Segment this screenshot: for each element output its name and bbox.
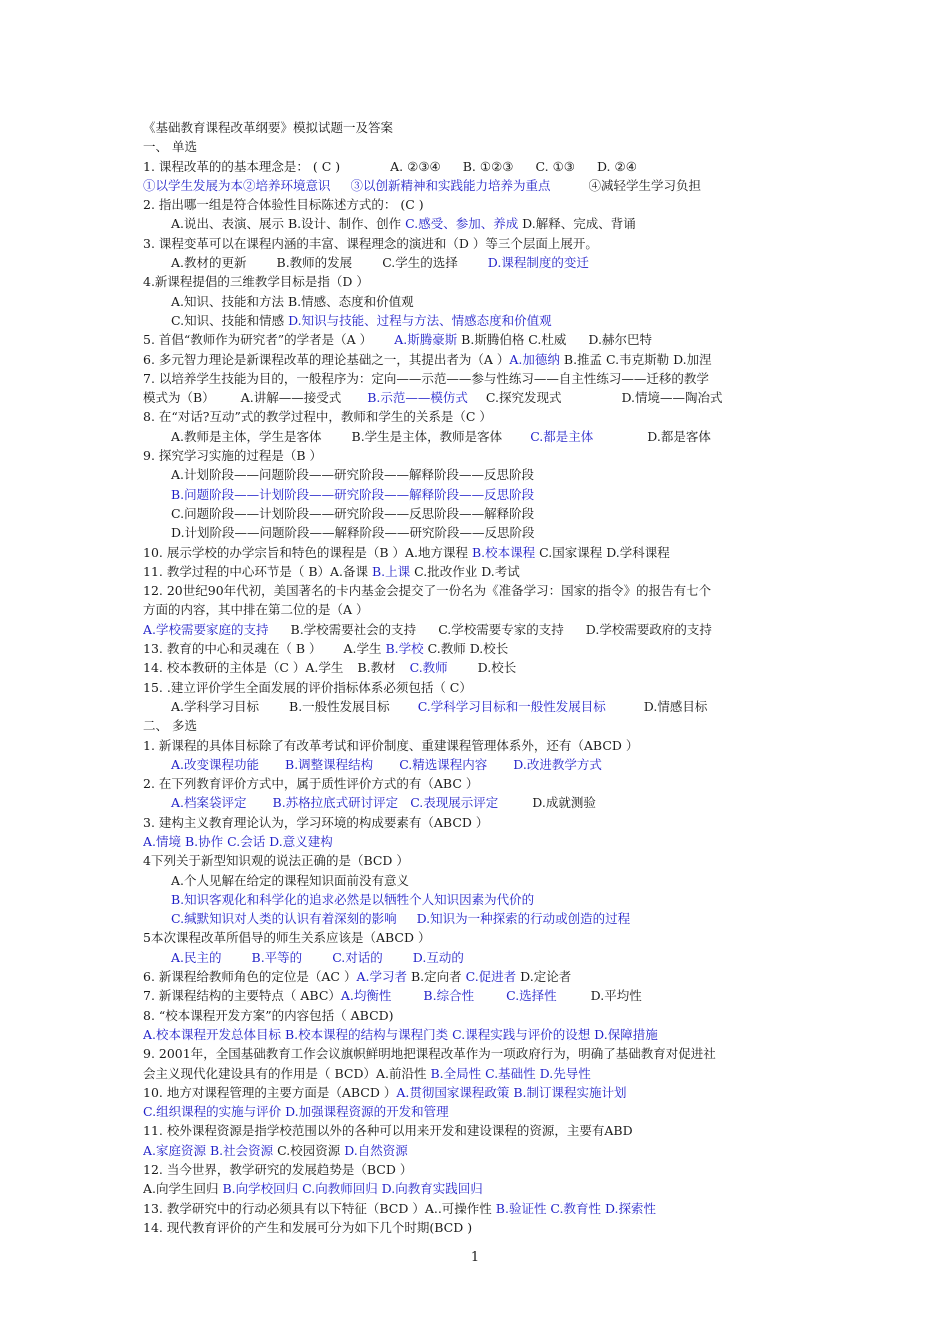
line-text: 2. 指出哪一组是符合体验性目标陈述方式的： (C ) xyxy=(143,197,424,213)
line-text: 7. 以培养学生技能为目的，一般程序为：定向——示范——参与性练习——自主性练习——迁移的教学 xyxy=(143,370,709,386)
line-text: 11. 校外课程资源是指学校范围以外的各种可以用来开发和建设课程的资源，主要有ABD xyxy=(143,1123,633,1139)
answer-text: B.综合性 xyxy=(423,988,475,1004)
answer-text: C.感受、参加、养成 xyxy=(405,216,519,232)
text-line xyxy=(143,716,823,735)
text-line xyxy=(143,369,823,388)
text-line xyxy=(143,1160,823,1179)
answer-text: C.缄默知识对人类的认识有着深刻的影响 xyxy=(171,911,397,927)
line-text: B. ①②③ xyxy=(462,158,514,174)
text-line xyxy=(143,851,823,870)
line-text: A.计划阶段——问题阶段——研究阶段——解释阶段——反思阶段 xyxy=(171,467,535,483)
text-line xyxy=(143,176,823,195)
line-text: 5本次课程改革所倡导的师生关系应该是（ABCD ） xyxy=(143,930,431,946)
line-text: 二、 多选 xyxy=(143,718,197,734)
line-text: 一、 单选 xyxy=(143,139,197,155)
text-line xyxy=(143,890,823,909)
line-text: C.问题阶段——计划阶段——研究阶段——反思阶段——解释阶段 xyxy=(171,505,535,521)
line-text: 9. 2001年，全国基础教育工作会议旗帜鲜明地把课程改革作为一项政府行为，明确了基础教育对促进社 xyxy=(143,1046,716,1062)
answer-text: A.情境 B.协作 C.会话 D.意义建构 xyxy=(143,833,333,849)
text-line xyxy=(143,562,823,581)
line-text: A.学科学习目标 xyxy=(171,698,260,714)
text-line xyxy=(143,465,823,484)
text-line xyxy=(143,118,823,137)
text-line xyxy=(143,600,823,619)
line-text: A.说出、表演、展示 B.设计、制作、创作 xyxy=(171,216,406,232)
text-line xyxy=(143,446,823,465)
line-text: C.批改作业 D.考试 xyxy=(410,563,520,579)
text-line xyxy=(143,581,823,600)
line-text: C.学生的选择 xyxy=(382,255,458,271)
text-line xyxy=(143,543,823,562)
answer-text: D.自然资源 xyxy=(344,1142,408,1158)
answer-text: A.学校需要家庭的支持 xyxy=(143,621,269,637)
line-text: D.解释、完成、背诵 xyxy=(518,216,636,232)
line-text: 10. 地方对课程管理的主要方面是（ABCD ） xyxy=(143,1084,397,1100)
line-text: A.个人见解在给定的课程知识面前没有意义 xyxy=(171,872,410,888)
answer-text: B.学校 xyxy=(385,641,424,657)
line-text: 4下列关于新型知识观的说法正确的是（BCD ） xyxy=(143,853,409,869)
text-line xyxy=(143,678,823,697)
text-line xyxy=(143,658,823,677)
line-text: C. ①③ xyxy=(535,158,575,174)
text-line xyxy=(143,330,823,349)
text-line xyxy=(143,485,823,504)
line-text: 2. 在下列教育评价方式中，属于质性评价方式的有（ABC ） xyxy=(143,776,479,792)
answer-text: D.知识与技能、过程与方法、情感态度和价值观 xyxy=(288,312,552,328)
text-line xyxy=(143,1141,823,1160)
line-text: D.计划阶段——问题阶段——解释阶段——研究阶段——反思阶段 xyxy=(171,525,535,541)
text-line xyxy=(143,813,823,832)
line-text: A.学生 xyxy=(343,641,386,657)
answer-text: A.加德纳 xyxy=(509,351,560,367)
text-line xyxy=(143,523,823,542)
line-text: 《基础教育课程改革纲要》模拟试题一及答案 xyxy=(143,120,394,135)
line-text: B.学校需要社会的支持 xyxy=(290,621,417,637)
line-text: C.教师 D.校长 xyxy=(423,641,509,657)
text-line xyxy=(143,1179,823,1198)
answer-text: C.学科学习目标和一般性发展目标 xyxy=(417,698,606,714)
text-line xyxy=(143,195,823,214)
line-text: C.国家课程 D.学科课程 xyxy=(535,544,670,560)
text-line xyxy=(143,253,823,272)
answer-text: A.民主的 xyxy=(171,949,222,965)
line-text: C.知识、技能和情感 xyxy=(171,312,289,328)
line-text: D.情感目标 xyxy=(643,698,708,714)
answer-text: C.表现展示评定 xyxy=(410,795,499,811)
line-text: A.知识、技能和方法 B.情感、态度和价值观 xyxy=(171,293,414,309)
line-text: D.平均性 xyxy=(590,988,642,1004)
line-text: 12. 20世纪90年代初，美国著名的卡内基金会提交了一份名为《准备学习：国家的指令》的报告有七个 xyxy=(143,583,712,599)
text-line xyxy=(143,407,823,426)
line-text: ④减轻学生学习负担 xyxy=(588,177,702,193)
line-text: 12. 当今世界，教学研究的发展趋势是（BCD ） xyxy=(143,1162,413,1178)
answer-text: A.家庭资源 B.社会资源 xyxy=(143,1142,274,1158)
answer-text: D.互动的 xyxy=(412,949,464,965)
answer-text: C.选择性 xyxy=(506,988,557,1004)
line-text: 1. 新课程的具体目标除了有改革考试和评价制度、重建课程管理体系外，还有（ABCD ） xyxy=(143,737,639,753)
text-line xyxy=(143,137,823,156)
text-line xyxy=(143,272,823,291)
text-line xyxy=(143,350,823,369)
text-line xyxy=(143,736,823,755)
line-text: B.一般性发展目标 xyxy=(289,698,390,714)
page-number: 1 xyxy=(470,1250,480,1265)
answer-text: B.上课 xyxy=(372,563,411,579)
line-text: B.学生是主体，教师是客体 xyxy=(351,428,503,444)
answer-text: A.均衡性 xyxy=(340,988,392,1004)
answer-text: B.问题阶段——计划阶段——研究阶段——解释阶段——反思阶段 xyxy=(171,486,535,502)
text-line xyxy=(143,1006,823,1025)
text-line xyxy=(143,1064,823,1083)
answer-text: B.平等的 xyxy=(251,949,303,965)
answer-text: B.全局性 C.基础性 D.先导性 xyxy=(430,1065,591,1081)
answer-text: C.精选课程内容 xyxy=(399,756,488,772)
text-line xyxy=(143,871,823,890)
text-line xyxy=(143,697,823,716)
answer-text: ①以学生发展为本②培养环境意识 xyxy=(143,177,331,193)
line-text: D.定论者 xyxy=(516,969,572,985)
answer-text: A.改变课程功能 xyxy=(171,756,260,772)
answer-text: C.组织课程的实施与评价 D.加强课程资源的开发和管理 xyxy=(143,1104,449,1120)
answer-text: C.都是主体 xyxy=(530,428,594,444)
text-line xyxy=(143,504,823,523)
answer-text: D.课程制度的变迁 xyxy=(487,255,589,271)
answer-text: A.贯彻国家课程政策 B.制订课程实施计划 xyxy=(396,1084,627,1100)
line-text: 10. 展示学校的办学宗旨和特色的课程是（B ）A.地方课程 xyxy=(143,544,472,560)
answer-text: B.向学校回归 C.向教师回归 D.向教育实践回归 xyxy=(222,1181,483,1197)
answer-text: B.验证性 C.教育性 D.探索性 xyxy=(495,1200,657,1216)
text-line xyxy=(143,234,823,253)
line-text: A.教材的更新 xyxy=(171,255,247,271)
text-line xyxy=(143,388,823,407)
line-text: D.都是客体 xyxy=(647,428,711,444)
text-line xyxy=(143,832,823,851)
line-text: 11. 教学过程的中心环节是（ B）A.备课 xyxy=(143,563,372,579)
text-line xyxy=(143,1199,823,1218)
line-text: 方面的内容，其中排在第二位的是（A ） xyxy=(143,602,369,618)
answer-text: D.知识为一种探索的行动或创造的过程 xyxy=(416,911,631,927)
text-line xyxy=(143,1025,823,1044)
line-text: 3. 建构主义教育理论认为，学习环境的构成要素有（ABCD ） xyxy=(143,814,489,830)
line-text: 13. 教学研究中的行动必须具有以下特征（BCD ）A..可操作性 xyxy=(143,1200,496,1216)
answer-text: A.斯腾豪斯 xyxy=(394,332,458,348)
text-line xyxy=(143,967,823,986)
text-line xyxy=(143,292,823,311)
line-text: D.成就测验 xyxy=(532,795,596,811)
line-text: 14. 校本教研的主体是（C ）A.学生 xyxy=(143,660,344,676)
line-text: C.校园资源 xyxy=(273,1142,345,1158)
line-text: 15. .建立评价学生全面发展的评价指标体系必须包括（ C） xyxy=(143,679,472,695)
line-text: C.探究发现式 xyxy=(485,390,562,406)
text-line xyxy=(143,774,823,793)
text-line xyxy=(143,986,823,1005)
line-text: D.校长 xyxy=(477,660,517,676)
text-line xyxy=(143,620,823,639)
text-line xyxy=(143,948,823,967)
answer-text: C.对话的 xyxy=(332,949,383,965)
line-text: A.教师是主体，学生是客体 xyxy=(171,428,322,444)
line-text: A.向学生回归 xyxy=(143,1181,223,1197)
line-text: 8. “校本课程开发方案”的内容包括（ ABCD) xyxy=(143,1007,394,1023)
line-text: 8. 在“对话?互动”式的教学过程中，教师和学生的关系是（C ） xyxy=(143,409,492,425)
line-text: 13. 教育的中心和灵魂在（ B ） xyxy=(143,641,322,657)
line-text: 3. 课程变革可以在课程内涵的丰富、课程理念的演进和（D ）等三个层面上展开。 xyxy=(143,235,598,251)
line-text: B.斯腾伯格 C.杜威 xyxy=(457,332,567,348)
text-line xyxy=(143,157,823,176)
answer-text: B.调整课程结构 xyxy=(285,756,374,772)
text-line xyxy=(143,311,823,330)
line-text: 6. 多元智力理论是新课程改革的理论基础之一，其提出者为（A ） xyxy=(143,351,510,367)
line-text: 6. 新课程给教师角色的定位是（AC ） xyxy=(143,969,357,985)
answer-text: B.苏格拉底式研讨评定 xyxy=(272,795,399,811)
text-line xyxy=(143,928,823,947)
line-text: B.教师的发展 xyxy=(276,255,353,271)
answer-text: A.档案袋评定 xyxy=(171,795,247,811)
answer-text: D.改进教学方式 xyxy=(513,756,602,772)
line-text: D.情境——陶冶式 xyxy=(621,390,723,406)
text-line xyxy=(143,1044,823,1063)
line-text: 模式为（B） xyxy=(143,390,215,406)
line-text: 会主义现代化建设具有的作用是（ BCD）A.前沿性 xyxy=(143,1065,431,1081)
line-text: B.教材 xyxy=(357,660,396,676)
line-text: D.学校需要政府的支持 xyxy=(585,621,712,637)
text-line xyxy=(143,214,823,233)
text-line xyxy=(143,909,823,928)
line-text: 9. 探究学习实施的过程是（B ） xyxy=(143,448,323,464)
answer-text: ③以创新精神和实践能力培养为重点 xyxy=(350,177,551,193)
line-text: A. ②③④ xyxy=(390,158,441,174)
answer-text: B.示范——模仿式 xyxy=(367,390,468,406)
line-text: D. ②④ xyxy=(596,158,637,174)
line-text: D.赫尔巴特 xyxy=(588,332,652,348)
text-line xyxy=(143,755,823,774)
text-line xyxy=(143,793,823,812)
line-text: 14. 现代教育评价的产生和发展可分为如下几个时期(BCD ) xyxy=(143,1219,473,1235)
line-text: 4.新课程提倡的三维教学目标是指（D ） xyxy=(143,274,369,290)
exam-content xyxy=(143,118,823,1237)
text-line xyxy=(143,1102,823,1121)
line-text: 1. 课程改革的的基本理念是： ( C ) xyxy=(143,158,341,174)
text-line xyxy=(143,427,823,446)
line-text: 7. 新课程结构的主要特点（ ABC） xyxy=(143,988,341,1004)
answer-text: C.教师 xyxy=(409,660,448,676)
answer-text: A.学习者 xyxy=(356,969,407,985)
line-text: A.讲解——接受式 xyxy=(240,390,342,406)
answer-text: C.促进者 xyxy=(465,969,517,985)
answer-text: A.校本课程开发总体目标 B.校本课程的结构与课程门类 C.课程实践与评价的设想 D.保障措施 xyxy=(143,1026,658,1042)
line-text: C.学校需要专家的支持 xyxy=(438,621,564,637)
text-line xyxy=(143,1083,823,1102)
line-text: B.推孟 C.韦克斯勒 D.加涅 xyxy=(559,351,712,367)
answer-text: B.校本课程 xyxy=(472,544,536,560)
answer-text: B.知识客观化和科学化的追求必然是以牺牲个人知识因素为代价的 xyxy=(171,891,535,907)
line-text: 5. 首倡“教师作为研究者”的学者是（A ） xyxy=(143,332,373,348)
line-text: B.定向者 xyxy=(406,969,466,985)
text-line xyxy=(143,1121,823,1140)
text-line xyxy=(143,1218,823,1237)
text-line xyxy=(143,639,823,658)
